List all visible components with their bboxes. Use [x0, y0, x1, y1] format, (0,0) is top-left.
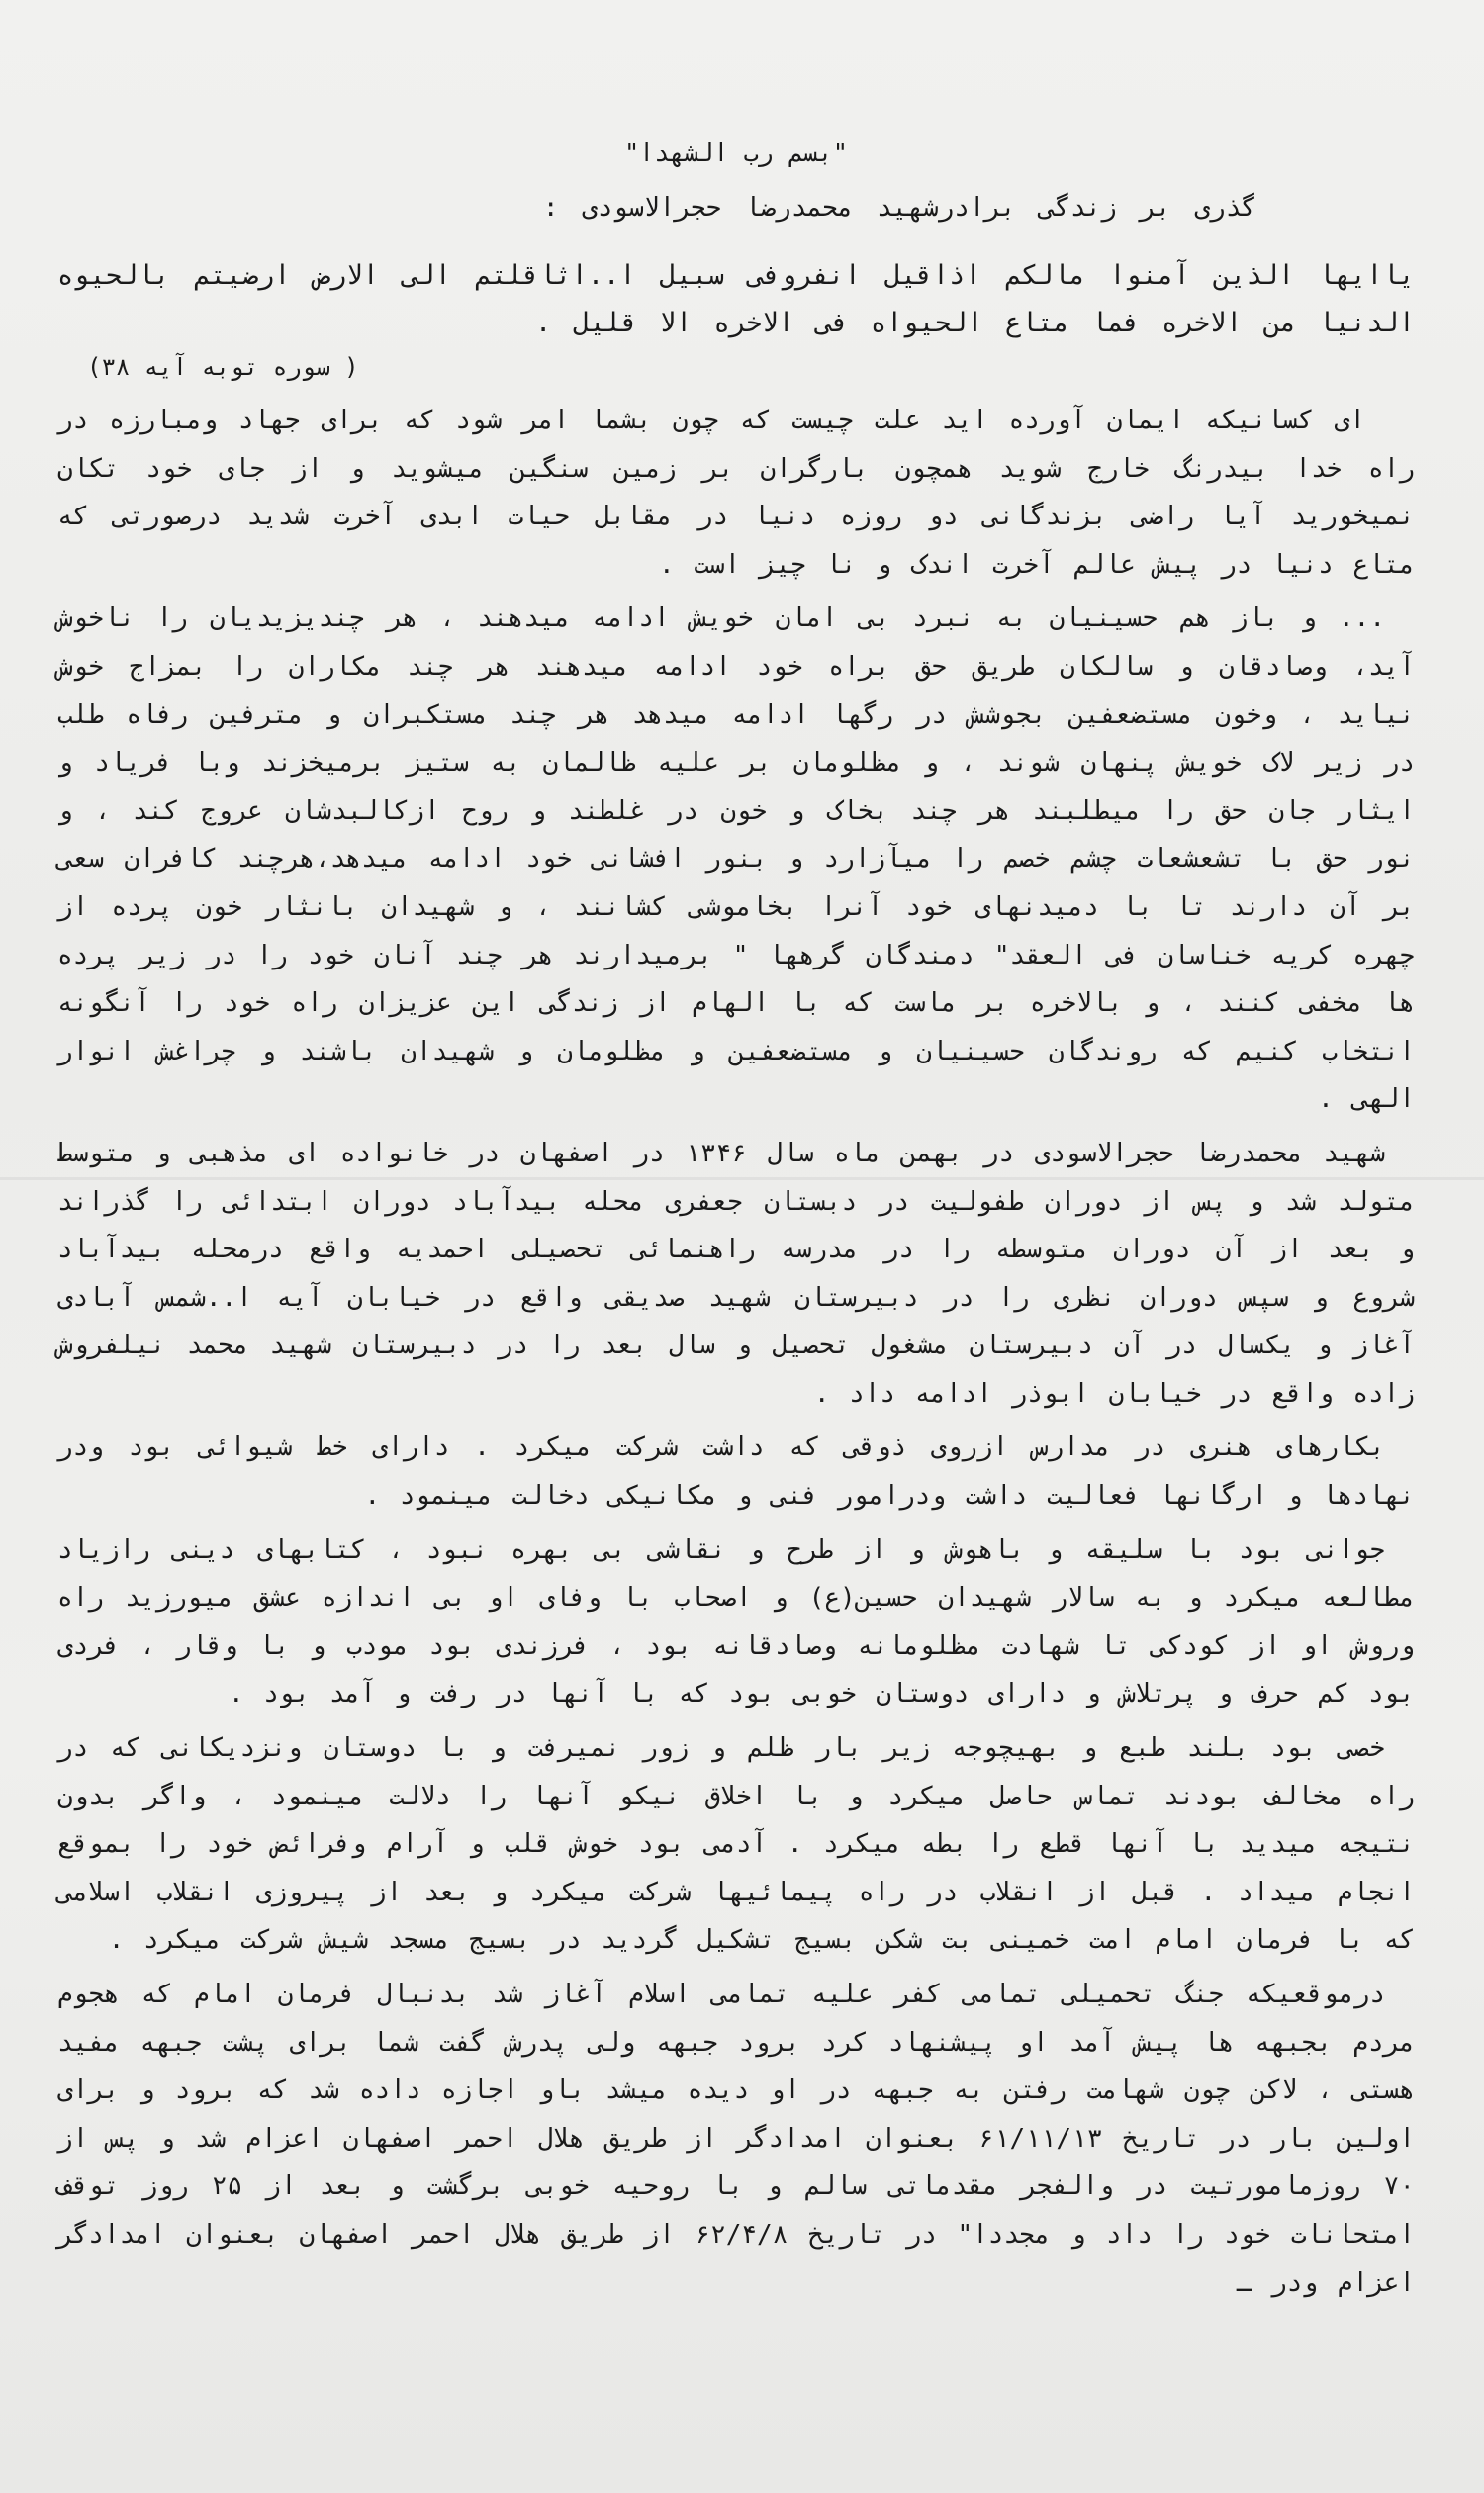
document-heading: "بسم رب الشهدا"	[624, 138, 848, 167]
paragraph-husseinians: ... و باز هم حسینیان به نبرد بی امان خویش ادامه میدهند ، هر چندیزیدیان را ناخوش آید، وصادقان و سالکان طریق حق براه خود ادامه میدهند هر چند مکاران را بمزاج خوش نیاید ، وخون مستضعفین بجوشش در رگها ادامه میدهد هر چند مستکبران و مترفین رفاه طلب در زیر لاک خویش پنهان شوند ، و مظلومان بر علیه ظالمان به ستیز برمیخزند وبا فریاد و ایثار جان حق را میطلبند هر چند بخاک و خون در غلطند و روح ازکالبدشان عروج کند ، و نور حق با تشعشعات چشم خصم را میآزارد و بنور افشانی خود ادامه میدهد،هرچند کافران سعی بر آن دارند تا با دمیدنهای خود آنرا بخاموشی کشانند ، و شهیدان بانثار خون پرده از چهره کریه خناسان فی العقد" دمندگان گرهها " برمیدارند هر چند آنان خود را در زیر پرده ها مخفی کنند ، و بالاخره بر ماست که با الهام از زندگی این عزیزان راه خود را آنگونه انتخاب کنیم که روندگان حسینیان و مستضعفین و مظلومان و شهیدان باشند و چراغش انوار الهی .	[57, 603, 1415, 1115]
paragraph-traits: خصی بود بلند طبع و بهیچوجه زیر بار ظلم و زور نمیرفت و با دوستان ونزدیکانی که در راه مخالف بودند تماس حاصل میکرد و با اخلاق نیکو آنها را دلالت مینمود ، واگر بدون نتیجه میدید با آنها قطع را بطه میکرد . آدمی بود خوش قلب و آرام وفرائض خود را بموقع انجام میداد . قبل از انقلاب در راه پیمائیها شرکت میکرد و بعد از پیروزی انقلاب اسلامی که با فرمان امام امت خمینی بت شکن بسیج تشکیل گردید در بسیج مسجد شیش شرکت میکرد .	[57, 1733, 1415, 1956]
document-subtitle: گذری بر زندگی برادرشهید محمدرضا حجرالاسودی :	[542, 193, 1256, 223]
paragraph-character: جوانی بود با سلیقه و باهوش و از طرح و نقاشی بی بهره نبود ، کتابهای دینی رازیاد مطالعه میکرد و به سالار شهیدان حسین(ع) و اصحاب با وفای او بی اندازه عشق میورزید راه وروش او از کودکی تا شهادت مظلومانه وصادقانه بود ، فرزندی بود مودب و با وقار ، فردی بود کم حرف و پرتلاش و دارای دوستان خوبی بود که با آنها در رفت و آمد بود .	[57, 1534, 1415, 1709]
paragraph-war: درموقعیکه جنگ تحمیلی تمامی کفر علیه تمامی اسلام آغاز شد بدنبال فرمان امام که هجوم مردم بجبهه ها پیش آمد او پیشنهاد کرد برود جبهه ولی پدرش گفت شما برای پشت جبهه مفید هستی ، لاکن چون شهامت رفتن به جبهه در او دیده میشد باو اجازه داده شد که برود و برای اولین بار در تاریخ ۶۱/۱۱/۱۳ بعنوان امدادگر از طریق هلال احمر اصفهان اعزام شد و پس از ۷۰ روزمامورتیت در والفجر مقدماتی سالم و با روحیه خوبی برگشت و بعد از ۲۵ روز توقف امتحانات خود را داد و مجددا" در تاریخ ۶۲/۴/۸ از طریق هلال احمر اصفهان بعنوان امدادگر اعزام ودر ـ	[57, 1980, 1415, 2298]
paragraph-birth-education: شهید محمدرضا حجرالاسودی در بهمن ماه سال ۱۳۴۶ در اصفهان در خانواده ای مذهبی و متوسط متولد شد و پس از دوران طفولیت در دبستان جعفری محله بیدآباد دوران ابتدائی را گذراند و بعد از آن دوران متوسطه را در مدرسه راهنمائی تحصیلی احمدیه واقع درمحله بیدآباد شروع و سپس دوران نظری را در دبیرستان شهید صدیقی واقع در خیابان آیه ا..شمس آبادی آغاز و یکسال در آن دبیرستان مشغول تحصیل و سال بعد را در دبیرستان شهید محمد نیلفروش زاده واقع در خیابان ابوذر ادامه داد .	[57, 1138, 1415, 1409]
paragraph-art: بکارهای هنری در مدارس ازروی ذوقی که داشت شرکت میکرد . دارای خط شیوائی بود ودر نهادها و ارگانها فعالیت داشت ودرامور فنی و مکانیکی دخالت مینمود .	[57, 1432, 1415, 1512]
verse-reference: ( سوره توبه آیه ۳۸)	[87, 353, 359, 381]
paper-fold-line	[0, 1177, 1484, 1180]
quran-verse: یاایها الذین آمنوا مالکم اذاقیل انفروفی سبیل ا..اثاقلتم الی الارض ارضیتم بالحیوه الدنیا من الاخره فما متاع الحیواه فی الاخره الا قلیل .	[57, 260, 1415, 338]
paragraph-translation: ای کسانیکه ایمان آورده اید علت چیست که چون بشما امر شود که برای جهاد ومبارزه در راه خدا بیدرنگ خارج شوید همچون بارگران بر زمین سنگین میشوید و از جای خود تکان نمیخورید آیا راضی بزندگانی دو روزه دنیا در مقابل حیات ابدی آخرت شدید درصورتی که متاع دنیا در پیش عالم آخرت اندک و نا چیز است .	[57, 406, 1415, 580]
